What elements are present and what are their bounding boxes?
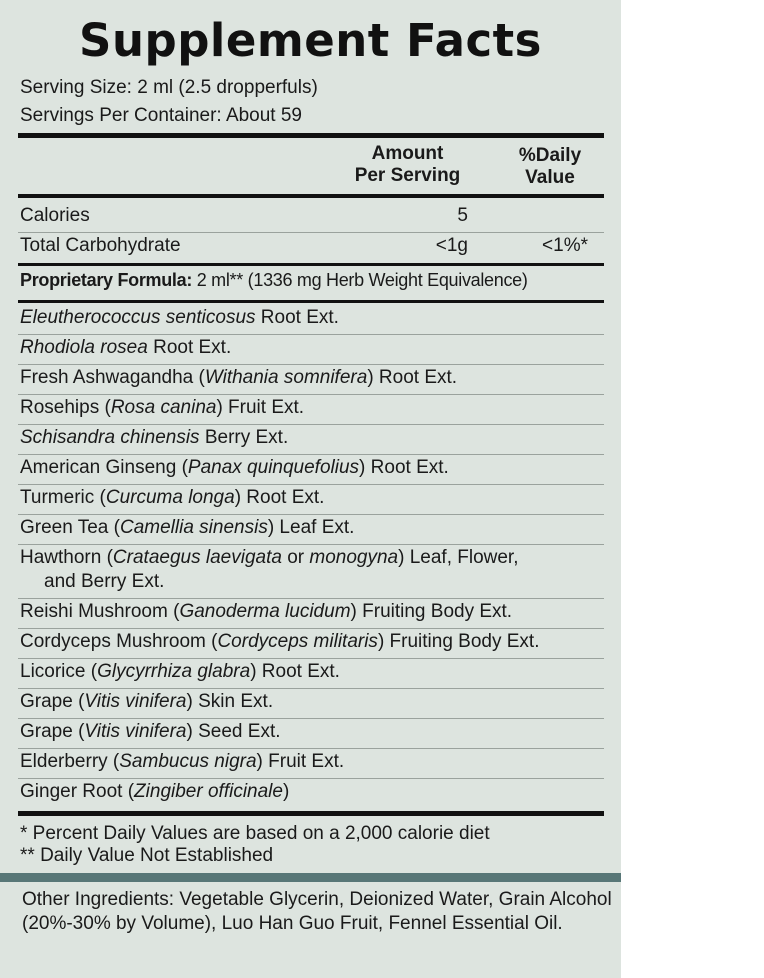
row-divider <box>18 364 604 365</box>
ingredient-item: Hawthorn (Crataegus laevigata or monogyna) Leaf, Flower, and Berry Ext. <box>20 547 519 592</box>
row-divider <box>18 688 604 689</box>
row-divider <box>18 748 604 749</box>
row-divider <box>18 232 604 233</box>
row-divider <box>18 598 604 599</box>
thick-rule <box>18 263 604 266</box>
footnote-not-established: ** Daily Value Not Established <box>20 845 274 866</box>
ingredient-item: Reishi Mushroom (Ganoderma lucidum) Fruiting Body Ext. <box>20 601 513 622</box>
ingredient-item: Eleutherococcus senticosus Root Ext. <box>20 307 339 328</box>
row-divider <box>18 628 604 629</box>
ingredient-item: Rosehips (Rosa canina) Fruit Ext. <box>20 397 305 418</box>
row-divider <box>18 778 604 779</box>
footnote-daily-values: * Percent Daily Values are based on a 2,000 calorie diet <box>20 823 490 844</box>
other-ingredients: Other Ingredients: Vegetable Glycerin, Deionized Water, Grain Alcohol (20%-30% by Volume), Luo Han Guo Fruit, Fennel Essential Oil. <box>22 889 612 934</box>
amount-header <box>340 143 475 187</box>
nutrient-amount: 5 <box>457 205 468 226</box>
thick-rule <box>18 194 604 198</box>
row-divider <box>18 718 604 719</box>
daily-value-header-line2: Value <box>525 167 575 188</box>
nutrient-name: Total Carbohydrate <box>20 235 181 256</box>
row-divider <box>18 454 604 455</box>
ingredient-item: Rhodiola rosea Root Ext. <box>20 337 232 358</box>
ingredient-item: Elderberry (Sambucus nigra) Fruit Ext. <box>20 751 345 772</box>
amount-header-line2: Per Serving <box>354 165 461 186</box>
nutrient-daily-value: <1%* <box>542 235 588 256</box>
amount-header-line1: Amount <box>371 143 444 164</box>
ingredient-item: Grape (Vitis vinifera) Skin Ext. <box>20 691 274 712</box>
proprietary-formula <box>20 270 528 291</box>
nutrient-amount: <1g <box>435 235 468 256</box>
ingredient-item: Grape (Vitis vinifera) Seed Ext. <box>20 721 281 742</box>
ingredient-item: American Ginseng (Panax quinquefolius) Root Ext. <box>20 457 449 478</box>
page-title: Supplement Facts <box>79 14 542 67</box>
ingredient-item: Ginger Root (Zingiber officinale) <box>20 781 290 802</box>
thick-rule <box>18 300 604 303</box>
ingredient-item: Schisandra chinensis Berry Ext. <box>20 427 289 448</box>
ingredient-item: Licorice (Glycyrrhiza glabra) Root Ext. <box>20 661 340 682</box>
row-divider <box>18 394 604 395</box>
ingredient-item: Turmeric (Curcuma longa) Root Ext. <box>20 487 325 508</box>
ingredient-item: Green Tea (Camellia sinensis) Leaf Ext. <box>20 517 355 538</box>
ingredient-item: Cordyceps Mushroom (Cordyceps militaris) Fruiting Body Ext. <box>20 631 540 652</box>
nutrient-name: Calories <box>20 205 90 226</box>
thick-rule <box>18 811 604 816</box>
divider-band <box>0 873 621 882</box>
row-divider <box>18 544 604 545</box>
serving-size: Serving Size: 2 ml (2.5 dropperfuls) <box>20 77 318 98</box>
proprietary-formula-detail: 2 ml** (1336 mg Herb Weight Equivalence) <box>192 270 528 290</box>
row-divider <box>18 334 604 335</box>
ingredient-item: Fresh Ashwagandha (Withania somnifera) Root Ext. <box>20 367 458 388</box>
servings-per-container: Servings Per Container: About 59 <box>20 105 303 126</box>
row-divider <box>18 484 604 485</box>
row-divider <box>18 424 604 425</box>
thick-rule <box>18 133 604 138</box>
row-divider <box>18 658 604 659</box>
daily-value-header <box>500 145 600 189</box>
proprietary-formula-label: Proprietary Formula: <box>20 270 193 290</box>
row-divider <box>18 514 604 515</box>
daily-value-header-line1: %Daily <box>518 145 582 166</box>
